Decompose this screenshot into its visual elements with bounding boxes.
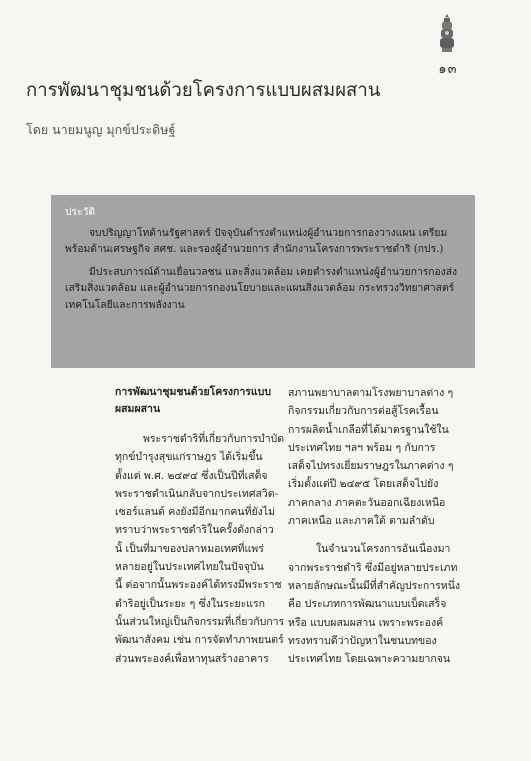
bio-paragraph-experience: มีประสบการณ์ด้านเยื่อนวลชน และสิ่งแวดล้อม เคยดำรงตำแหน่งผู้อำนวยการกองส่งเสริมสิ่งแวดล้อม และผู้อำนวยการกองนโยบายและแผนสิ่งแวดล้อม กระทรวงวิทยาศาสตร์เทคโนโลยีและการพลังงาน [65,265,458,311]
body-text-line: กิจกรรมเกี่ยวกับการต่อสู้โรคเรื้อน [288,405,439,418]
body-text-line: ประเทศไทย โดยเฉพาะความยากจน [288,653,451,666]
body-text-line: หรือ แบบผสมผสาน เพราะพระองค์ [288,616,444,629]
section-heading-line: การพัฒนาชุมชนด้วยโครงการแบบ [115,386,272,398]
body-text-line: หลายอยู่ในประเทศไทยในปัจจุบัน [115,561,264,574]
section-heading-line: ผสมผสาน [115,403,161,415]
body-text-line: ภาคกลาง ภาคตะวันออกเฉียงเหนือ [288,496,446,509]
body-text-line: ดำริอยู่เป็นระยะ ๆ ซึ่งในระยะแรก [115,597,266,610]
body-text-line: นั้ เป็นที่มาของปลาหมอเทศที่แพร่ [115,542,264,555]
body-text-line: พัฒนาสังคม เช่น การจัดทำภาพยนตร์ [115,634,284,647]
body-text-line: คือ ประเภทการพัฒนาแบบเบ็ดเสร็จ [288,598,447,611]
body-text-line: จากพระราชดำริ ซึ่งมีอยู่หลายประเภท [288,561,458,574]
body-text-line: เซอร์แลนด์ คงยังมีอีกมากคนที่ยังไม่ [115,506,275,519]
body-text-line: ส่วนพระองค์เพื่อหาทุนสร้างอาคาร [115,652,269,665]
body-text-line: ตั้งแต่ พ.ศ. ๒๔๙๔ ซึ่งเป็นปีที่เสด็จ [115,469,268,482]
body-text-line: ในจำนวนโครงการอันเนื่องมา [316,543,451,556]
article-author: โดย นายมนูญ มุกข์ประดิษฐ์ [26,122,176,137]
page-number: ๑๓ [438,62,458,77]
royal-emblem-icon [438,12,456,54]
body-text-line: การผลิตน้ำเกลือที่ได้มาตรฐานใช้ใน [288,423,449,436]
body-text-line: สภานพยาบาลตามโรงพยาบาลต่าง ๆ [288,387,454,399]
author-bio-box [51,195,475,368]
body-text-line: ทุกข์บำรุงสุขแก่ราษฎร ได้เริ่มขึ้น [115,451,263,464]
body-text-line: ภาคเหนือ และภาคใต้ ตามลำดับ [288,515,435,528]
right-column [288,384,474,668]
left-column [115,384,301,668]
body-text-line: พระราชดำริที่เกี่ยวกับการบำบัด [143,433,285,445]
paragraph-gap [288,530,474,540]
bio-heading: ประวัติ [65,206,96,218]
body-text-line: ทราบว่าพระราชดำริในครั้งดังกล่าว [115,524,274,537]
bio-paragraph-education: จบปริญญาโทด้านรัฐศาสตร์ ปัจจุบันดำรงตำแหน่งผู้อำนวยการกองวางแผน เตรียมพร้อมด้านเศรษฐกิจ สศช. และรองผู้อำนวยการ สำนักงานโครงการพระราชดำริ (กปร.) [65,226,448,255]
body-text-line: พระราชดำเนินกลับจากประเทศสวิต- [115,487,279,500]
body-text-line: ประเทศไทย ฯลฯ พร้อม ๆ กับการ [288,441,436,454]
body-text-line: หลายลักษณะนั้นมีที่สำคัญประการหนึ่ง [288,579,461,592]
article-title: การพัฒนาชุมชนด้วยโครงการแบบผสมผสาน [26,80,381,101]
body-text-line: เสด็จไปทรงเยี่ยมราษฎรในภาคต่าง ๆ [288,460,454,473]
body-text-line: เริ่มตั้งแต่ปี ๒๔๙๕ โดยเสด็จไปยัง [288,478,439,491]
body-text-line: ทรงทราบดีว่าปัญหาในชนบทของ [288,634,437,647]
body-text-line: นี้ ต่อจากนั้นพระองค์ได้ทรงมีพระราช [115,579,282,592]
section-heading [115,384,301,418]
body-text-line: นั้นส่วนใหญ่เป็นกิจกรรมที่เกี่ยวกับการ [115,615,285,628]
